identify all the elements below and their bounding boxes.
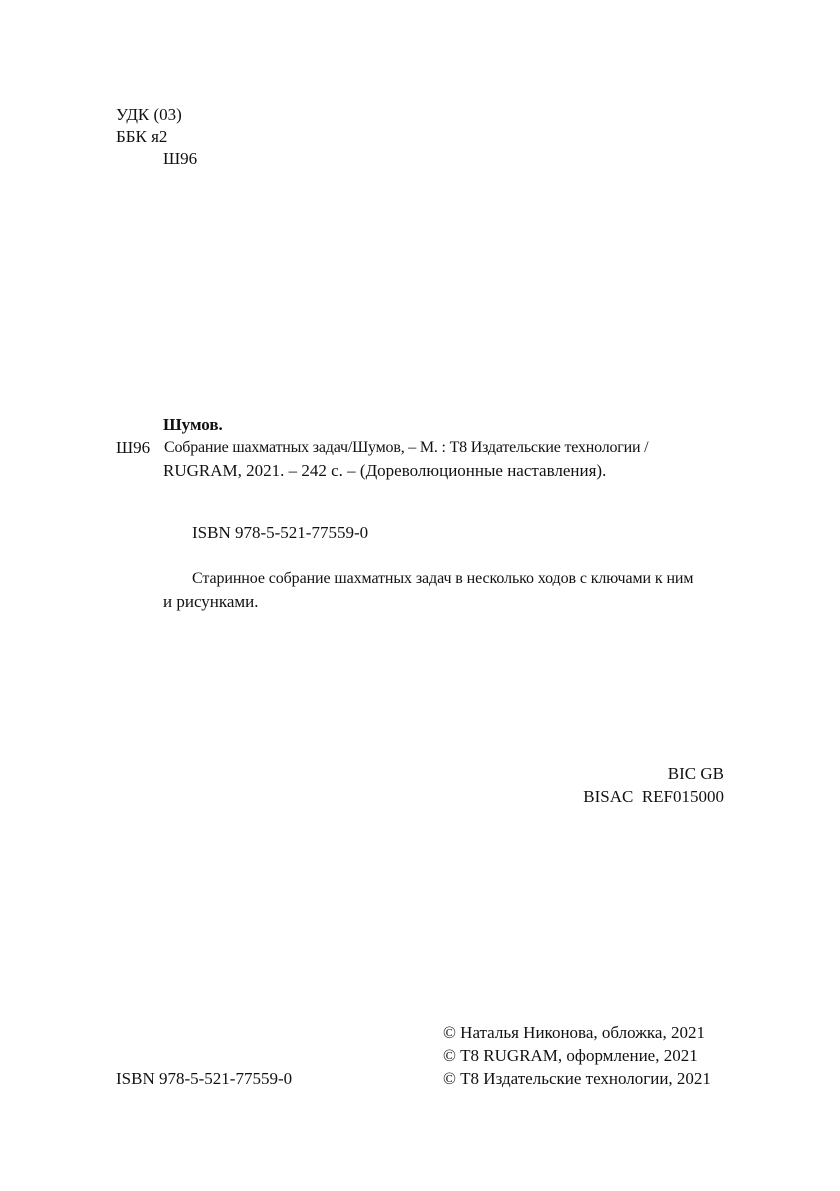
copyright-design: © Т8 RUGRAM, оформление, 2021 bbox=[443, 1046, 698, 1065]
annotation-line-1: Старинное собрание шахматных задач в несколько ходов с ключами к ним bbox=[192, 570, 694, 587]
annotation-line-2: и рисунками. bbox=[163, 592, 259, 611]
catalog-author: Шумов. bbox=[163, 415, 223, 434]
bbk-code: ББК я2 bbox=[116, 127, 168, 146]
catalog-isbn: ISBN 978-5-521-77559-0 bbox=[192, 523, 369, 542]
author-mark: Ш96 bbox=[163, 149, 198, 168]
footer-isbn: ISBN 978-5-521-77559-0 bbox=[116, 1069, 293, 1088]
catalog-description-line-2: RUGRAM, 2021. – 242 с. – (Дореволюционные наставления). bbox=[163, 461, 607, 480]
bic-code: BIC GB bbox=[667, 764, 724, 783]
catalog-description-line-1: Собрание шахматных задач/Шумов, – М. : Т8 Издательские технологии / bbox=[164, 439, 649, 456]
udk-code: УДК (03) bbox=[116, 105, 182, 124]
copyright-publisher: © Т8 Издательские технологии, 2021 bbox=[443, 1069, 711, 1088]
copyright-cover: © Наталья Никонова, обложка, 2021 bbox=[443, 1023, 705, 1042]
catalog-author-mark: Ш96 bbox=[116, 438, 151, 457]
bisac-code: BISAC REF015000 bbox=[583, 787, 724, 806]
